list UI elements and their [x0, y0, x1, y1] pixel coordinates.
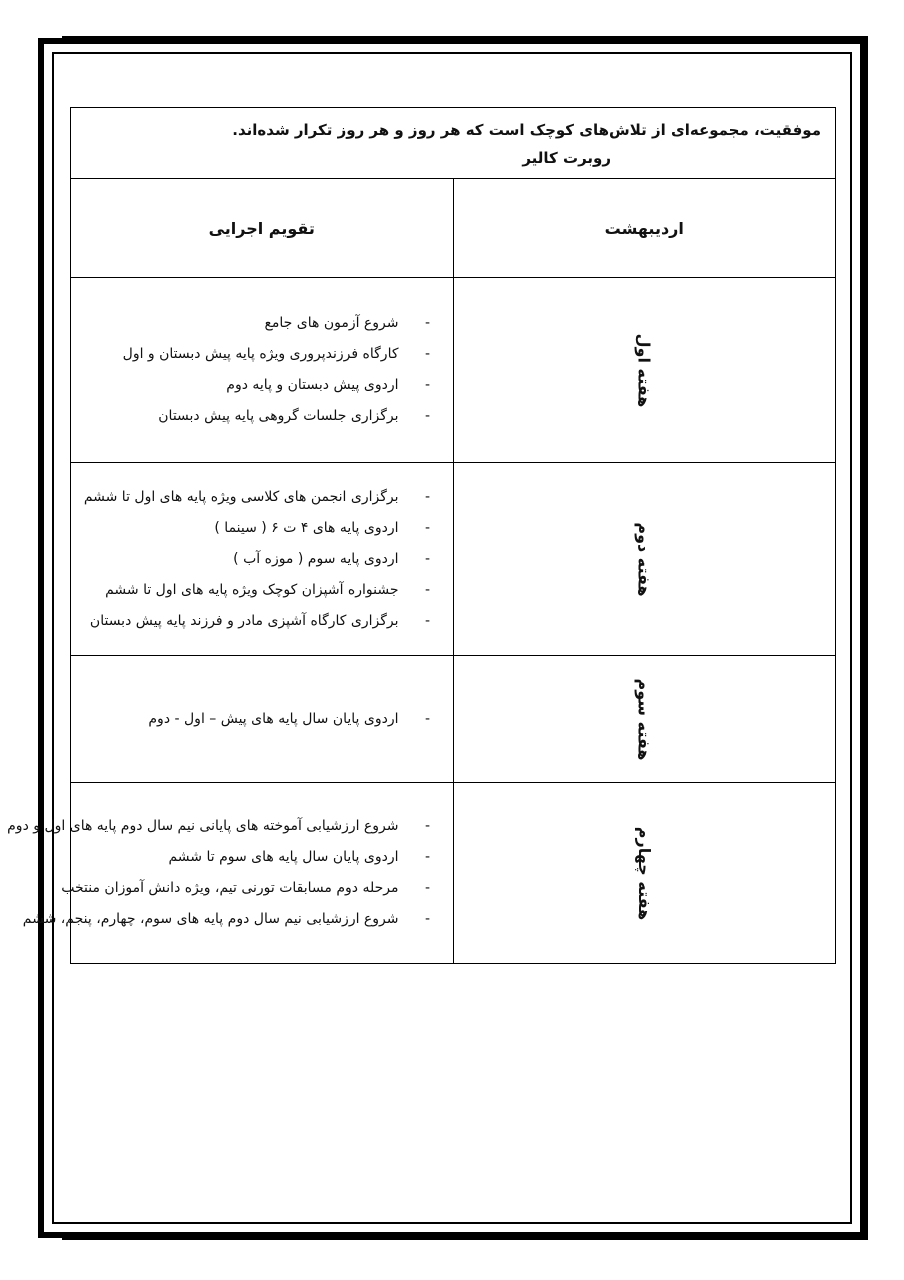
dash-bullet: - — [424, 710, 431, 727]
item-text: شروع ارزشیابی آموخته های پایانی نیم سال دوم پایه های اول و دوم — [7, 818, 399, 834]
quote-text: موفقیت، مجموعه‌ای از تلاش‌های کوچک است که هر روز و هر روز تکرار شده‌اند. — [232, 121, 821, 139]
week-label-cell — [453, 278, 836, 463]
item-text: برگزاری جلسات گروهی پایه پیش دبستان — [158, 408, 399, 424]
dash-bullet: - — [424, 519, 431, 536]
dash-bullet: - — [424, 581, 431, 598]
week-items-cell — [7, 783, 454, 964]
dash-bullet: - — [424, 818, 431, 834]
list-item — [79, 482, 439, 513]
dash-bullet: - — [424, 612, 431, 629]
week-items-list — [79, 482, 439, 637]
item-text: اردوی پیش دبستان و پایه دوم — [226, 377, 399, 393]
list-item — [79, 842, 439, 873]
item-text: شروع ارزشیابی نیم سال دوم پایه های سوم، چهارم، پنجم، ششم — [22, 911, 399, 927]
list-item — [79, 308, 439, 339]
item-text: اردوی پایان سال پایه های پیش – اول - دوم — [148, 710, 399, 727]
week-items-list — [79, 308, 439, 432]
list-item — [79, 606, 439, 637]
table-row — [71, 463, 836, 656]
list-item — [79, 704, 439, 735]
dash-bullet: - — [424, 849, 431, 865]
dash-bullet: - — [424, 880, 431, 896]
schedule-table — [7, 107, 836, 964]
quote-row — [71, 108, 836, 179]
dash-bullet: - — [424, 315, 431, 331]
calendar-title: تقویم اجرایی — [71, 179, 454, 278]
quote-author: روبرت کالیر — [522, 149, 611, 167]
header-row — [71, 179, 836, 278]
item-text: اردوی پایان سال پایه های سوم تا ششم — [168, 849, 399, 865]
week-items-list — [7, 811, 439, 935]
week-label-cell — [453, 656, 836, 783]
list-item — [22, 904, 439, 935]
item-text: اردوی پایه سوم ( موزه آب ) — [233, 550, 399, 567]
list-item — [61, 873, 439, 904]
week-label: هفته دوم — [634, 521, 654, 597]
item-text: جشنواره آشپزان کوچک ویژه پایه های اول تا ششم — [105, 581, 399, 598]
week-items-cell — [71, 278, 454, 463]
list-item — [79, 370, 439, 401]
dash-bullet: - — [424, 488, 431, 505]
list-item — [79, 339, 439, 370]
dash-bullet: - — [424, 550, 431, 567]
table-row — [71, 656, 836, 783]
week-items-list — [79, 704, 439, 735]
week-label-cell — [453, 783, 836, 964]
item-text: برگزاری انجمن های کلاسی ویژه پایه های اول تا ششم — [83, 488, 399, 505]
table-row — [71, 278, 836, 463]
item-text: برگزاری کارگاه آشپزی مادر و فرزند پایه پیش دبستان — [89, 612, 399, 629]
item-text: شروع آزمون های جامع — [264, 315, 399, 331]
list-item — [79, 575, 439, 606]
dash-bullet: - — [424, 911, 431, 927]
week-items-cell — [71, 463, 454, 656]
list-item — [79, 544, 439, 575]
week-items-cell — [71, 656, 454, 783]
item-text: اردوی پایه های ۴ ت ۶ ( سینما ) — [214, 519, 399, 536]
week-label: هفته اول — [634, 333, 654, 407]
item-text: کارگاه فرزندپروری ویژه پایه پیش دبستان و اول — [122, 346, 399, 362]
week-label: هفته چهارم — [634, 826, 654, 920]
list-item — [79, 513, 439, 544]
item-text: مرحله دوم مسابقات تورنی تیم، ویژه دانش آموزان منتخب — [61, 880, 399, 896]
list-item — [7, 811, 439, 842]
dash-bullet: - — [424, 408, 431, 424]
dash-bullet: - — [424, 346, 431, 362]
list-item — [79, 401, 439, 432]
month-header: اردیبهشت — [453, 179, 836, 278]
week-label: هفته سوم — [634, 678, 654, 760]
dash-bullet: - — [424, 377, 431, 393]
week-label-cell — [453, 463, 836, 656]
table-row — [71, 783, 836, 964]
quote-cell — [71, 108, 836, 179]
